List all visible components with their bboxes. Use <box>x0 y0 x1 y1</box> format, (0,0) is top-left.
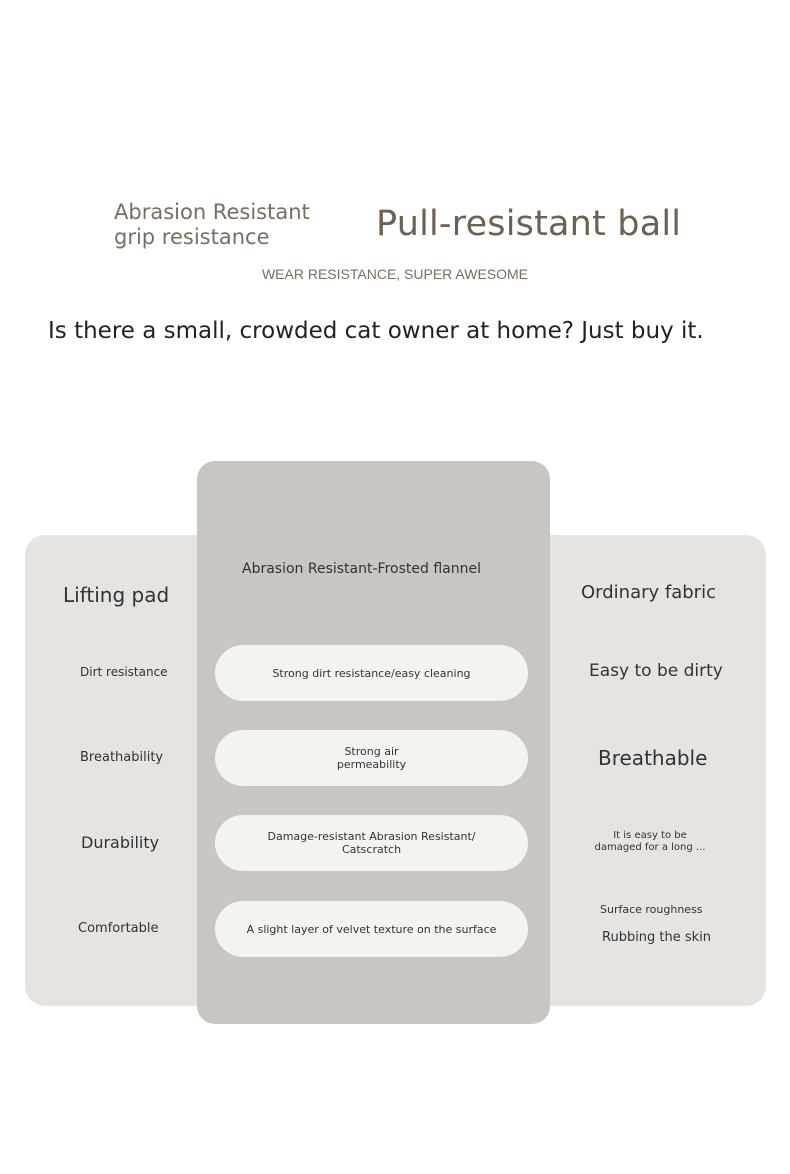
right-row-rubbing: Rubbing the skin <box>602 930 712 945</box>
right-title: Ordinary fabric <box>581 582 716 603</box>
left-row-breathability: Breathability <box>80 750 164 765</box>
left-row-comfort: Comfortable <box>78 921 159 936</box>
left-title: Lifting pad <box>63 583 170 607</box>
left-row-dirt: Dirt resistance <box>80 665 168 679</box>
left-row-durability: Durability <box>81 833 160 852</box>
tagline: Is there a small, crowded cat owner at home? Just buy it. <box>48 318 704 344</box>
right-row-durability: It is easy to be damaged for a long ... <box>594 830 706 853</box>
header-left-line1: Abrasion Resistant <box>114 200 310 224</box>
right-row-dirt: Easy to be dirty <box>589 661 723 681</box>
middle-row-comfort: A slight layer of velvet texture on the surface <box>215 901 528 957</box>
right-row-breathable: Breathable <box>598 746 708 770</box>
header-title: Pull-resistant ball <box>376 204 682 244</box>
middle-row-dirt: Strong dirt resistance/easy cleaning <box>215 645 528 701</box>
header-left-text <box>114 200 310 250</box>
header-left-line2: grip resistance <box>114 225 270 249</box>
right-row-roughness: Surface roughness <box>600 903 703 916</box>
middle-row-breathability: Strong air permeability <box>215 730 528 786</box>
middle-row-durability: Damage-resistant Abrasion Resistant/ Catscratch <box>215 815 528 871</box>
header-subtitle: WEAR RESISTANCE, SUPER AWESOME <box>261 266 529 282</box>
middle-title: Abrasion Resistant-Frosted flannel <box>242 561 481 577</box>
